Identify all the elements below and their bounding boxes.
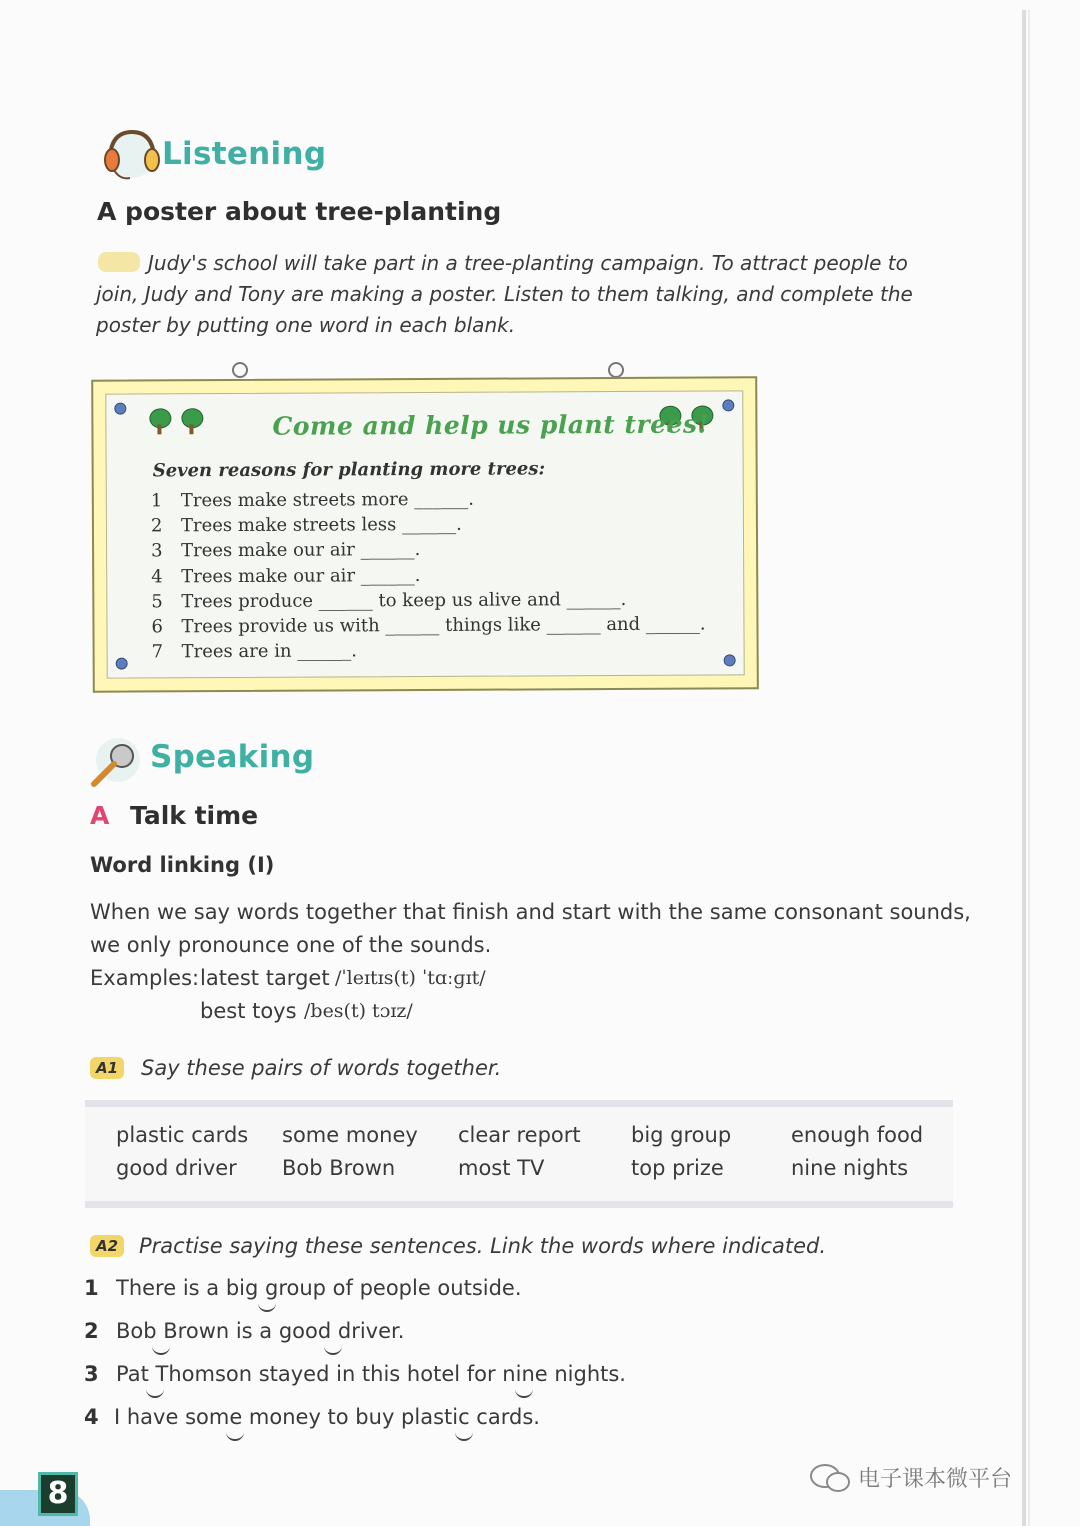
- word-pair: some money: [282, 1123, 418, 1147]
- instruction-highlight-marker: [98, 252, 140, 272]
- poster-reason-line: [151, 589, 626, 612]
- reason-number: 2: [150, 515, 163, 537]
- tree-planting-poster: [91, 376, 759, 692]
- sentence-text: Pat Thomson stayed in this hotel for nine nights.: [116, 1362, 626, 1386]
- reason-number: 3: [151, 540, 163, 562]
- word-linking-subheading: Word linking (I): [90, 853, 275, 877]
- a1-instruction: Say these pairs of words together.: [141, 1056, 502, 1080]
- examples-label: Examples:: [90, 966, 200, 990]
- word-linking-para-line2: we only pronounce one of the sounds.: [90, 933, 492, 957]
- word-link-mark: [455, 1430, 473, 1441]
- word-link-mark: [258, 1301, 276, 1312]
- listening-instructions-line1: Judy's school will take part in a tree-planting campaign. To attract people to: [148, 251, 908, 275]
- word-pair: good driver: [116, 1156, 237, 1180]
- sentence-number: 4: [84, 1405, 99, 1429]
- tree-icon: [148, 408, 170, 434]
- poster-title: Come and help us plant trees!: [272, 409, 710, 441]
- reason-number: 5: [151, 591, 163, 613]
- word-link-mark: [146, 1387, 164, 1398]
- reason-text: Trees produce ______ to keep us alive and ______.: [181, 588, 627, 613]
- poster-reason-line: [151, 514, 462, 537]
- word-link-mark: [226, 1430, 244, 1441]
- watermark-text: 电子课本微平台: [858, 1467, 1013, 1492]
- poster-reason-line: [152, 640, 357, 662]
- a1-tag: A1: [90, 1057, 124, 1079]
- poster-reason-line: [151, 614, 705, 638]
- poster-reason-line: [151, 565, 420, 587]
- poster-reason-line: [151, 489, 474, 512]
- sentence-number: 1: [84, 1276, 99, 1300]
- example2-word: best toys: [200, 999, 297, 1023]
- pin-icon: [114, 403, 126, 415]
- speaking-section-title: Speaking: [150, 739, 315, 775]
- word-pair: clear report: [458, 1123, 581, 1147]
- book-spine-shadow: [1022, 10, 1026, 1526]
- reason-text: Trees provide us with ______ things like ______ and ______.: [181, 613, 706, 638]
- listening-heading: A poster about tree-planting: [97, 197, 502, 226]
- word-pair: enough food: [791, 1123, 924, 1147]
- pin-icon: [724, 654, 736, 666]
- word-pairs-table: [85, 1100, 953, 1208]
- word-link-mark: [152, 1344, 170, 1355]
- sentence-number: 3: [84, 1362, 99, 1386]
- a2-tag: A2: [90, 1235, 124, 1257]
- page-number: 8: [38, 1472, 78, 1516]
- sentence-text: Bob Brown is a good driver.: [116, 1319, 405, 1343]
- reason-number: 7: [151, 641, 164, 663]
- word-linking-para-line1: When we say words together that finish and start with the same consonant sounds,: [90, 900, 971, 924]
- example1-ipa: /ˈleɪtɪs(t) ˈtɑːɡɪt/: [335, 967, 486, 989]
- sentence-text: I have some money to buy plastic cards.: [114, 1405, 540, 1429]
- reason-text: Trees make streets less ______.: [180, 513, 462, 537]
- talk-time-heading: Talk time: [130, 801, 259, 830]
- listening-instructions-line2: join, Judy and Tony are making a poster. Listen to them talking, and complete the: [96, 282, 913, 306]
- book-spine-shadow-light: [1028, 10, 1030, 1526]
- pin-icon: [722, 399, 734, 411]
- wechat-icon: [808, 1462, 852, 1494]
- word-link-mark: [515, 1387, 533, 1398]
- word-pair: big group: [631, 1123, 732, 1147]
- word-pair: top prize: [631, 1156, 724, 1180]
- poster-board: [105, 390, 744, 678]
- poster-reason-line: [151, 539, 420, 561]
- pin-icon: [116, 658, 128, 670]
- a2-instruction: Practise saying these sentences. Link the words where indicated.: [139, 1234, 827, 1258]
- listening-instructions-line3: poster by putting one word in each blank.: [96, 313, 516, 337]
- word-pair: nine nights: [791, 1156, 909, 1180]
- listening-section-title: Listening: [162, 136, 327, 172]
- word-link-mark: [324, 1344, 342, 1355]
- word-pair: plastic cards: [116, 1123, 249, 1147]
- example1-word: latest target: [200, 966, 330, 990]
- reason-number: 4: [151, 566, 163, 588]
- reason-text: Trees are in ______.: [181, 640, 358, 663]
- example2-ipa: /bes(t) tɔɪz/: [304, 1000, 413, 1022]
- microphone-icon: [88, 736, 144, 788]
- reason-text: Trees make our air ______.: [181, 565, 421, 588]
- sentence-number: 2: [84, 1319, 99, 1343]
- talk-time-letter: A: [90, 801, 110, 830]
- tree-icon: [180, 408, 202, 434]
- word-pair: most TV: [458, 1156, 545, 1180]
- reason-text: Trees make streets more ______.: [180, 488, 475, 512]
- reason-number: 1: [150, 490, 163, 512]
- word-pair: Bob Brown: [282, 1156, 396, 1180]
- headphones-icon: [100, 126, 160, 184]
- sentence-text: There is a big group of people outside.: [116, 1276, 522, 1300]
- reason-number: 6: [151, 616, 163, 638]
- poster-subtitle: Seven reasons for planting more trees:: [152, 458, 546, 482]
- reason-text: Trees make our air ______.: [181, 539, 421, 562]
